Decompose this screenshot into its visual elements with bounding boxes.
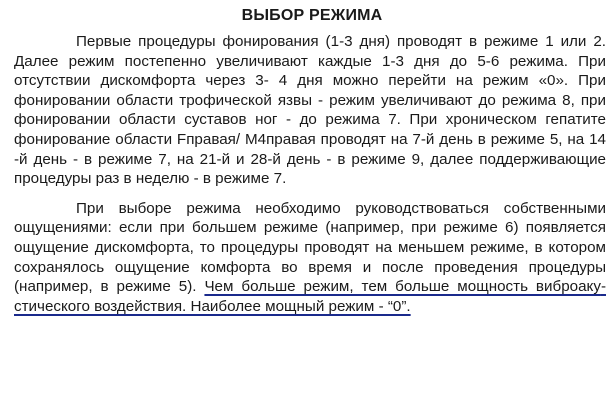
document-page <box>14 6 606 316</box>
document-title: ВЫБОР РЕЖИМА <box>241 7 383 24</box>
highlighted-power-note: Чем больше режим, тем больше мощность виброакустического воздействия. Наиболее мощный режим - “0”. <box>14 278 606 315</box>
paragraph-procedure-schedule: Первые процедуры фонирования (1-3 дня) проводят в режиме 1 или 2. Далее режим постепенно увеличивают каждые 1-3 дня до 5-6 режима. При отсутствии дискомфорта через 3- 4 дня можно перейти на режим «0». При фонировании области трофической язвы - режим увеличивают до режима 8, при фонировании области суставов ног - до режима 7. При хроническом гепатите фонирование области Fправая/ M4правая проводят на 7-й день в режиме 5, на 14 -й день - в режиме 7, на 21-й и 28-й день - в режиме 9, далее поддерживающие процедуры раз в неделю - в режиме 7. <box>14 33 606 188</box>
paragraph-mode-selection <box>14 199 606 317</box>
paragraph-mode-selection-text: При выборе режима необходимо руководствоваться собственными ощущениями: если при большем режиме (например, при режиме 6) появляется ощущение дискомфорта, то процедуры проводят на меньшем режиме, в котором сохранялось ощущение комфорта во время и после проведения процедуры (например, в режиме 5). <box>14 199 606 296</box>
